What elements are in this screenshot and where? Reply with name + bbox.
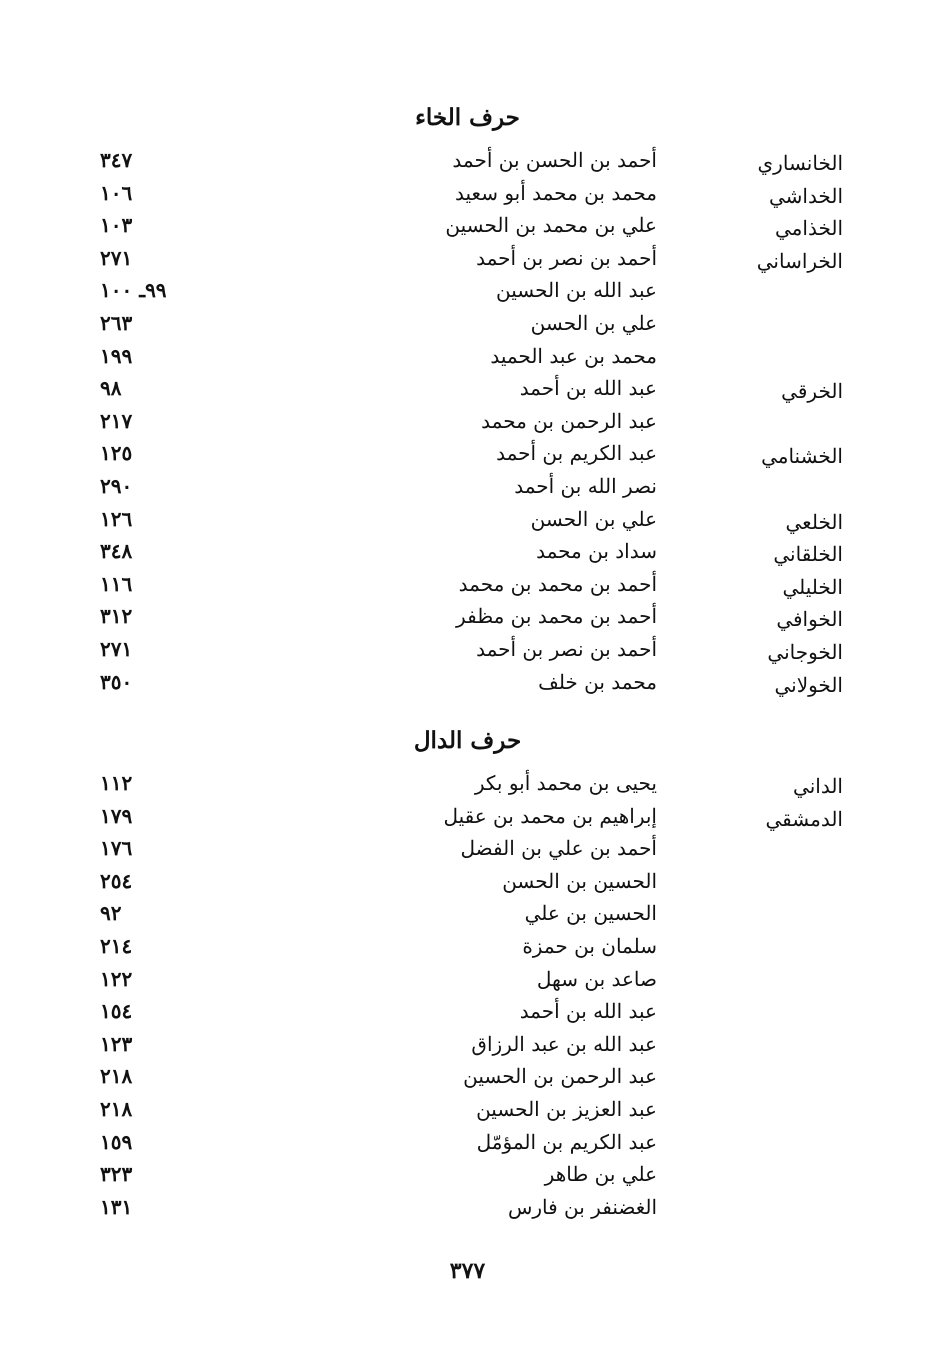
index-row: [0, 568, 935, 601]
person-name: عبد الله بن عبد الرزاق: [471, 1031, 657, 1056]
page-reference-text: ١٢٢: [100, 966, 133, 991]
page-reference: [100, 535, 210, 567]
page-number: ٣٧٧: [449, 1258, 486, 1284]
page-reference-text: ٢١٨: [100, 1064, 133, 1089]
nisba-label: الخوجاني: [767, 640, 843, 664]
page-reference-text: ١٢٣: [100, 1031, 133, 1056]
page-reference-text: ١٢٥: [100, 441, 133, 466]
page-reference: [100, 1093, 210, 1125]
person-name: علي بن محمد بن الحسين: [445, 213, 657, 238]
page-reference-text: ١٥٩: [100, 1129, 133, 1154]
page-reference: [100, 242, 210, 274]
page-reference-text: ١٥٤: [100, 999, 133, 1024]
index-row: [0, 800, 935, 833]
page-reference-text: ٣٤٨: [100, 539, 133, 564]
person-name: محمد بن عبد الحميد: [490, 343, 657, 368]
person-name: الغضنفر بن فارس: [507, 1194, 657, 1219]
page-reference-text: ٩٢: [100, 901, 122, 926]
nisba-label: الخرقي: [781, 379, 843, 404]
index-row: [0, 1093, 935, 1126]
index-row: [0, 307, 935, 340]
page-reference: [100, 470, 210, 502]
nisba-label: الخذامي: [775, 216, 843, 241]
page-reference-text: ٢٥٤: [100, 868, 133, 893]
person-name: عبد الله بن أحمد: [519, 376, 657, 401]
page-reference-text: ١٩٩: [100, 343, 133, 368]
person-name: سداد بن محمد: [536, 539, 657, 564]
page-reference: [100, 930, 210, 962]
page-reference: [100, 177, 210, 209]
page-reference-text: ٣٤٧: [100, 148, 133, 172]
page-reference-text: ٢٧١: [100, 637, 133, 661]
person-name: أحمد بن نصر بن أحمد: [476, 245, 657, 270]
index-row: [0, 242, 935, 275]
nisba-label: الخداشي: [768, 183, 843, 208]
index-row: [0, 1191, 935, 1224]
page-reference-text: ٢٩٠: [100, 474, 133, 498]
nisba-label: الخولاني: [774, 672, 843, 697]
index-row: [0, 470, 935, 503]
page-reference: [100, 600, 210, 632]
person-name: علي بن الحسن: [530, 311, 657, 335]
page-reference-text: ١٢٦: [100, 506, 133, 531]
person-name: أحمد بن علي بن الفضل: [460, 836, 657, 861]
index-row: [0, 177, 935, 210]
page-reference: [100, 832, 210, 864]
page-reference-text: ١٠٦: [100, 180, 133, 205]
page-reference: [100, 568, 210, 600]
index-row: [0, 767, 935, 800]
page-reference-text: ٢١٤: [100, 934, 133, 958]
index-row: [0, 832, 935, 865]
page-reference-text: ٩٨: [100, 376, 122, 401]
page-reference: [100, 897, 210, 929]
person-name: محمد بن خلف: [538, 669, 657, 694]
section-heading: حرف الخاء: [415, 104, 520, 131]
page-reference-text: ٣٢٣: [100, 1162, 133, 1187]
nisba-label: الخلعي: [785, 509, 843, 534]
person-name: عبد الرحمن بن محمد: [481, 408, 657, 433]
index-row: [0, 535, 935, 568]
page-reference-text: ٣١٢: [100, 604, 133, 629]
page-reference: [100, 209, 210, 241]
page-reference-text: ١٠٣: [100, 213, 133, 238]
page-reference-text: ٢١٧: [100, 408, 133, 433]
page-reference: [100, 963, 210, 995]
index-row: [0, 1126, 935, 1159]
person-name: عبد الكريم بن أحمد: [496, 441, 657, 466]
page-reference: [100, 437, 210, 469]
page-reference: [100, 995, 210, 1027]
page-reference: [100, 666, 210, 698]
nisba-label: الدمشقي: [765, 806, 843, 831]
index-row: [0, 666, 935, 699]
page-reference-text: ٩٩ـ ١٠٠: [100, 278, 167, 303]
section-heading: حرف الدال: [413, 727, 522, 754]
index-row: [0, 1028, 935, 1061]
nisba-label: الخلقاني: [773, 542, 843, 567]
index-row: [0, 930, 935, 963]
nisba-label: الخشنامي: [761, 444, 843, 469]
person-name: نصر الله بن أحمد: [514, 474, 657, 498]
page-reference-text: ٢٧١: [100, 245, 133, 270]
page-reference: [100, 633, 210, 665]
person-name: محمد بن محمد أبو سعيد: [455, 180, 657, 205]
page-reference: [100, 274, 210, 306]
page-reference: [100, 372, 210, 404]
index-row: [0, 865, 935, 898]
page-reference-text: ١٧٦: [100, 836, 133, 861]
nisba-label: الداني: [793, 774, 843, 798]
index-row: [0, 503, 935, 536]
page-reference: [100, 144, 210, 176]
page-reference: [100, 1028, 210, 1060]
person-name: عبد العزيز بن الحسين: [476, 1097, 657, 1121]
index-row: [0, 963, 935, 996]
page-reference-text: ١٧٩: [100, 803, 133, 828]
person-name: إبراهيم بن محمد بن عقيل: [443, 803, 657, 828]
nisba-label: الخراساني: [756, 248, 843, 273]
person-name: أحمد بن نصر بن أحمد: [476, 637, 657, 661]
person-name: أحمد بن محمد بن محمد: [458, 571, 657, 596]
page-reference: [100, 307, 210, 339]
person-name: الحسين بن الحسن: [502, 868, 657, 893]
person-name: صاعد بن سهل: [536, 966, 657, 991]
page-reference: [100, 800, 210, 832]
person-name: علي بن طاهر: [544, 1162, 657, 1187]
index-row: [0, 209, 935, 242]
page-reference-text: ٢٦٣: [100, 311, 133, 335]
page-reference-text: ٢١٨: [100, 1097, 133, 1121]
person-name: عبد الله بن الحسين: [496, 278, 657, 303]
page-reference: [100, 1060, 210, 1092]
index-row: [0, 340, 935, 373]
person-name: سلمان بن حمزة: [522, 934, 657, 958]
person-name: أحمد بن الحسن بن أحمد: [452, 148, 657, 172]
index-row: [0, 897, 935, 930]
index-row: [0, 405, 935, 438]
nisba-label: الخوافي: [776, 607, 843, 632]
page-reference: [100, 865, 210, 897]
page-reference: [100, 767, 210, 799]
page-reference-text: ١١٦: [100, 571, 133, 596]
person-name: علي بن الحسن: [530, 506, 657, 531]
index-row: [0, 274, 935, 307]
person-name: يحيى بن محمد أبو بكر: [474, 771, 657, 795]
index-row: [0, 633, 935, 666]
person-name: عبد الله بن أحمد: [519, 999, 657, 1024]
person-name: عبد الكريم بن المؤمّل: [476, 1129, 657, 1154]
page-reference: [100, 503, 210, 535]
nisba-label: الخليلي: [782, 574, 843, 599]
index-row: [0, 1158, 935, 1191]
person-name: عبد الرحمن بن الحسين: [463, 1064, 657, 1089]
page-reference: [100, 1191, 210, 1223]
index-row: [0, 372, 935, 405]
page-reference-text: ١١٢: [100, 771, 133, 795]
index-row: [0, 1060, 935, 1093]
index-row: [0, 437, 935, 470]
nisba-label: الخانساري: [757, 151, 843, 175]
page-reference-text: ٣٥٠: [100, 669, 133, 694]
index-row: [0, 995, 935, 1028]
page-reference: [100, 1158, 210, 1190]
person-name: الحسين بن علي: [524, 901, 657, 926]
page-reference: [100, 1126, 210, 1158]
page-reference: [100, 340, 210, 372]
index-row: [0, 144, 935, 177]
page-reference: [100, 405, 210, 437]
person-name: أحمد بن محمد بن مظفر: [456, 604, 657, 629]
index-row: [0, 600, 935, 633]
page-reference-text: ١٣١: [100, 1194, 133, 1219]
